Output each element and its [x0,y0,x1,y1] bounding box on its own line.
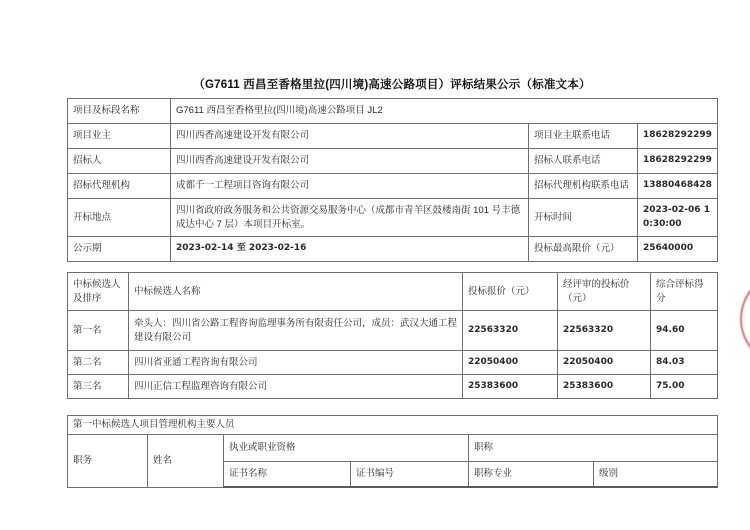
column-group-qualification: 执业或职业资格 [224,435,469,462]
cell-rank: 第三名 [68,375,129,399]
column-header-evaluated-price: 经评审的投标价（元） [558,273,651,311]
column-header-level: 级别 [594,462,718,488]
cell-evaluated-price: 22563320 [558,311,651,351]
personnel-table [67,415,718,488]
table-row [68,99,718,124]
column-header-cert-no: 证书编号 [351,462,469,488]
table-row [68,351,718,375]
column-header-cert-name: 证书名称 [224,462,351,488]
field-value-opening-time: 2023-02-06 10:30:00 [638,199,718,237]
field-value-opening-place: 四川省政府政务服务和公共资源交易服务中心（成都市青羊区鼓楼南街 101 号丰德成达中心 7 层）本项目开标室。 [171,199,529,237]
candidates-table [67,272,718,399]
cell-bid-price: 22563320 [463,311,558,351]
cell-candidate-name: 四川正信工程监理咨询有限公司 [129,375,463,399]
field-label-opening-place: 开标地点 [68,199,171,237]
column-header-score: 综合评标得分 [651,273,718,311]
cell-evaluated-price: 22050400 [558,351,651,375]
field-label-tenderer-phone: 招标人联系电话 [529,149,638,174]
cell-evaluated-price: 25383600 [558,375,651,399]
field-value-agency: 成都千一工程项目咨询有限公司 [171,174,529,199]
table-row [68,375,718,399]
field-value-owner-phone: 18628292299 [638,124,718,149]
cell-candidate-name: 牵头人：四川省公路工程咨询监理事务所有限责任公司，成员：武汉大通工程建设有限公司 [129,311,463,351]
column-header-candidate-name: 中标候选人名称 [129,273,463,311]
cell-candidate-name: 四川省亚通工程咨询有限公司 [129,351,463,375]
red-seal-stamp [740,271,750,367]
field-value-max-price: 25640000 [638,237,718,262]
table-row [68,174,718,199]
table-header-row [68,435,718,462]
table-row [68,124,718,149]
document-page [67,0,717,488]
cell-rank: 第二名 [68,351,129,375]
column-header-bid-price: 投标报价（元） [463,273,558,311]
column-header-position: 职务 [68,435,148,488]
field-label-agency-phone: 招标代理机构联系电话 [529,174,638,199]
field-label-max-price: 投标最高限价（元） [529,237,638,262]
cell-rank: 第一名 [68,311,129,351]
cell-score: 94.60 [651,311,718,351]
field-label-agency: 招标代理机构 [68,174,171,199]
table-section-header-row [68,416,718,435]
field-label-tenderer: 招标人 [68,149,171,174]
page-title: （G7611 西昌至香格里拉(四川境)高速公路项目）评标结果公示（标准文本） [193,79,591,91]
cell-bid-price: 25383600 [463,375,558,399]
column-header-rank: 中标候选人及排序 [68,273,129,311]
field-label-owner-phone: 项目业主联系电话 [529,124,638,149]
field-label-owner: 项目业主 [68,124,171,149]
personnel-section-title: 第一中标候选人项目管理机构主要人员 [68,416,718,435]
table-row [68,199,718,237]
table-row [68,237,718,262]
field-label-opening-time: 开标时间 [529,199,638,237]
column-group-title: 职称 [469,435,718,462]
table-header-row [68,273,718,311]
cell-bid-price: 22050400 [463,351,558,375]
field-value-project-name: G7611 西昌至香格里拉(四川境)高速公路项目 JL2 [171,99,718,124]
cell-score: 84.03 [651,351,718,375]
field-value-tenderer: 四川西香高速建设开发有限公司 [171,149,529,174]
field-label-publicity-period: 公示期 [68,237,171,262]
field-value-agency-phone: 13880468428 [638,174,718,199]
table-row [68,149,718,174]
field-value-publicity-period: 2023-02-14 至 2023-02-16 [171,237,529,262]
column-header-name: 姓名 [148,435,224,488]
cell-score: 75.00 [651,375,718,399]
field-value-owner: 四川西香高速建设开发有限公司 [171,124,529,149]
column-header-title-major: 职称专业 [469,462,594,488]
field-value-tenderer-phone: 18628292299 [638,149,718,174]
project-info-table [67,98,718,262]
field-label-project-name: 项目及标段名称 [68,99,171,124]
table-row [68,311,718,351]
